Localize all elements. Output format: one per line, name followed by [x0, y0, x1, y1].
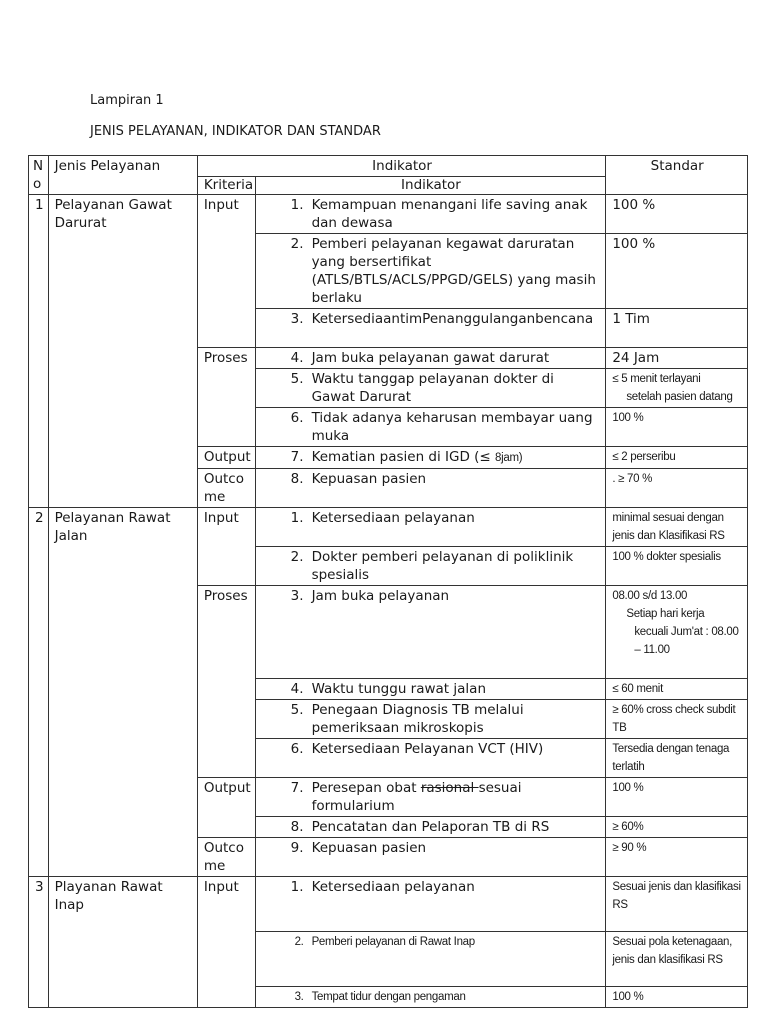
indikator-cell: [255, 987, 606, 1008]
item-number: 1.: [290, 510, 304, 526]
table-row: [29, 195, 748, 234]
kriteria-cell: Proses: [197, 586, 255, 778]
indikator-cell: [255, 234, 606, 309]
kriteria-cell: Outcome: [197, 469, 255, 508]
standar-line: kecuali Jum'at : 08.00 – 11.00: [634, 626, 739, 656]
item-text: Tidak adanya keharusan membayar uang muka: [311, 410, 593, 444]
item-text-small: 8jam): [495, 452, 523, 464]
indikator-cell: [255, 195, 606, 234]
section-jenis: Pelayanan Rawat Jalan: [48, 508, 197, 877]
standar-cell: 100 % dokter spesialis: [606, 547, 748, 586]
item-text: Pemberi pelayanan kegawat daruratan yang bersertifikat (ATLS/BTLS/ACLS/PPGD/GELS) yang masih berlaku: [311, 236, 596, 306]
section-jenis: Playanan Rawat Inap: [48, 877, 197, 1008]
table-row: [29, 877, 748, 932]
item-text: Ketersediaan pelayanan: [311, 879, 475, 895]
standar-cell: 100 %: [606, 234, 748, 309]
header-standar: Standar: [606, 156, 748, 195]
item-text: Ketersediaan pelayanan: [311, 510, 475, 526]
item-number: 7.: [290, 780, 304, 796]
header-no: N o: [29, 156, 49, 195]
item-text: Dokter pemberi pelayanan di poliklinik spesialis: [311, 549, 574, 583]
table-row: [29, 508, 748, 547]
table-header-row: [29, 156, 748, 177]
standar-cell: ≥ 90 %: [606, 838, 748, 877]
section-no: 1: [29, 195, 49, 508]
item-text: Penegaan Diagnosis TB melalui pemeriksaan mikroskopis: [311, 702, 524, 736]
item-text: Pencatatan dan Pelaporan TB di RS: [311, 819, 550, 835]
subheader-kriteria: Kriteria: [197, 177, 255, 195]
item-number: 8.: [290, 471, 304, 487]
indikator-cell: [255, 838, 606, 877]
standar-cell: 1 Tim: [606, 309, 748, 348]
item-number: 2.: [290, 549, 304, 565]
item-text: KetersediaantimPenanggulanganbencana: [311, 311, 594, 327]
item-number: 4.: [290, 681, 304, 697]
item-text: Waktu tanggap pelayanan dokter di Gawat Darurat: [311, 371, 554, 405]
item-number: 2.: [294, 936, 304, 948]
standar-cell: [606, 369, 748, 408]
indikator-cell: [255, 369, 606, 408]
standar-cell: Sesuai pola ketenagaan, jenis dan klasifikasi RS: [606, 932, 748, 987]
item-text: Jam buka pelayanan gawat darurat: [311, 350, 550, 366]
header-indikator: Indikator: [197, 156, 606, 177]
kriteria-cell: Input: [197, 877, 255, 1008]
standar-cell: [606, 586, 748, 679]
item-number: 9.: [290, 840, 304, 856]
kriteria-cell: Outcome: [197, 838, 255, 877]
section-jenis: Pelayanan Gawat Darurat: [48, 195, 197, 508]
indikator-cell: [255, 700, 606, 739]
indikator-cell: [255, 547, 606, 586]
indikator-cell: [255, 348, 606, 369]
indikator-cell: [255, 877, 606, 932]
kriteria-cell: Input: [197, 508, 255, 586]
subheader-indikator: Indikator: [255, 177, 606, 195]
standards-table: [28, 155, 748, 1008]
item-number: 3.: [290, 588, 304, 604]
standar-line: ≤ 5 menit terlayani: [612, 373, 701, 385]
standar-cell: ≥ 60%: [606, 817, 748, 838]
kriteria-cell: Proses: [197, 348, 255, 447]
indikator-cell: [255, 739, 606, 778]
item-number: 7.: [290, 449, 304, 465]
item-number: 3.: [290, 311, 304, 327]
standar-cell: 100 %: [606, 408, 748, 447]
item-text: Waktu tunggu rawat jalan: [311, 681, 486, 697]
item-text: sesuai formularium: [311, 780, 522, 814]
indikator-cell: [255, 408, 606, 447]
standar-cell: 100 %: [606, 987, 748, 1008]
kriteria-cell: Output: [197, 447, 255, 469]
item-number: 6.: [290, 741, 304, 757]
indikator-cell: [255, 679, 606, 700]
item-number: 1.: [290, 879, 304, 895]
indikator-cell: [255, 586, 606, 679]
standar-cell: Sesuai jenis dan klasifikasi RS: [606, 877, 748, 932]
item-number: 4.: [290, 350, 304, 366]
item-text: Peresepan obat: [311, 780, 421, 796]
item-number: 5.: [290, 702, 304, 718]
item-text: Jam buka pelayanan: [311, 588, 450, 604]
standar-cell: 100 %: [606, 195, 748, 234]
item-text: Kepuasan pasien: [311, 471, 427, 487]
item-number: 6.: [290, 410, 304, 426]
item-number: 1.: [290, 197, 304, 213]
indikator-cell: [255, 469, 606, 508]
indikator-cell: [255, 447, 606, 469]
item-number: 3.: [294, 991, 304, 1003]
item-text: Kematian pasien di IGD (≤: [311, 449, 496, 465]
lampiran-label: Lampiran 1: [90, 93, 164, 108]
standar-line: setelah pasien datang: [626, 391, 733, 403]
indikator-cell: [255, 508, 606, 547]
item-text: Kepuasan pasien: [311, 840, 427, 856]
indikator-cell: [255, 778, 606, 817]
item-number: 5.: [290, 371, 304, 387]
standar-cell: 24 Jam: [606, 348, 748, 369]
item-text: Pemberi pelayanan di Rawat Inap: [311, 936, 475, 948]
standar-cell: ≤ 60 menit: [606, 679, 748, 700]
standar-cell: minimal sesuai dengan jenis dan Klasifikasi RS: [606, 508, 748, 547]
item-text: Kemampuan menangani life saving anak dan dewasa: [311, 197, 588, 231]
standar-line: Setiap hari kerja: [626, 608, 705, 620]
standar-cell: Tersedia dengan tenaga terlatih: [606, 739, 748, 778]
indikator-cell: [255, 817, 606, 838]
indikator-cell: [255, 309, 606, 348]
item-number: 2.: [290, 236, 304, 252]
document-title: JENIS PELAYANAN, INDIKATOR DAN STANDAR: [90, 124, 381, 139]
item-text-strikethrough: rasional: [420, 780, 479, 796]
item-number: 8.: [290, 819, 304, 835]
kriteria-cell: Input: [197, 195, 255, 348]
section-no: 3: [29, 877, 49, 1008]
header-jenis: Jenis Pelayanan: [48, 156, 197, 195]
item-text: Ketersediaan Pelayanan VCT (HIV): [311, 741, 544, 757]
standar-cell: ≤ 2 perseribu: [606, 447, 748, 469]
standar-cell: 100 %: [606, 778, 748, 817]
kriteria-cell: Output: [197, 778, 255, 838]
standar-line: 08.00 s/d 13.00: [612, 590, 688, 602]
section-no: 2: [29, 508, 49, 877]
standar-cell: ≥ 60% cross check subdit TB: [606, 700, 748, 739]
item-text: Tempat tidur dengan pengaman: [311, 991, 466, 1003]
standar-cell: . ≥ 70 %: [606, 469, 748, 508]
indikator-cell: [255, 932, 606, 987]
